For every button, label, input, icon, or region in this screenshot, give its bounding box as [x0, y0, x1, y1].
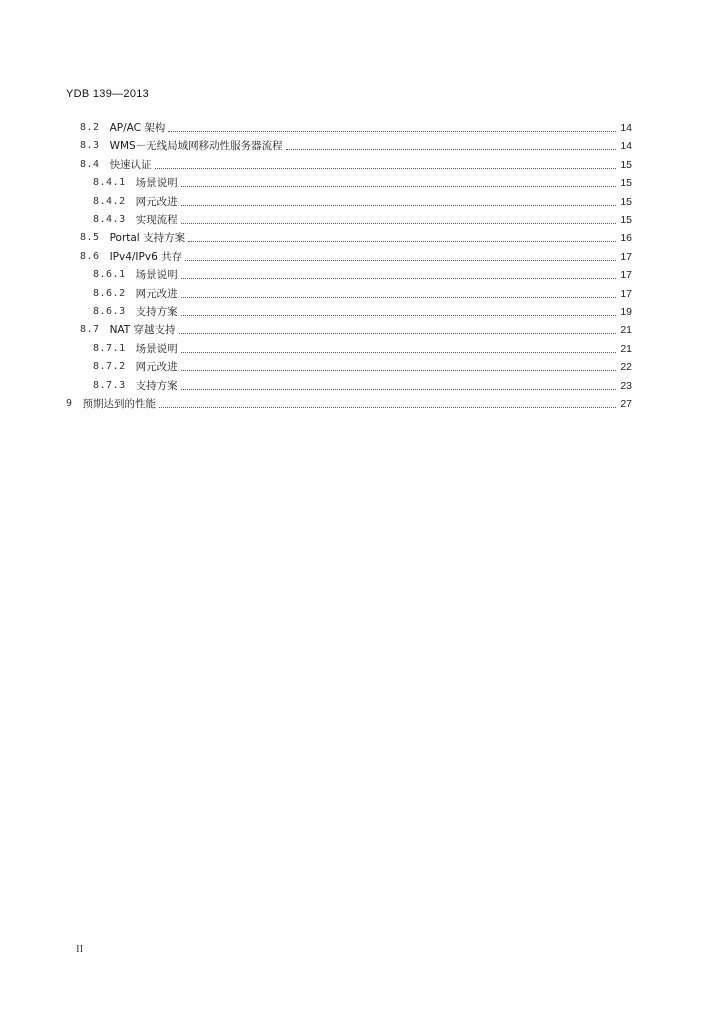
toc-entry-number: 8.5 [80, 232, 100, 244]
toc-entry-number: 8.4.1 [93, 177, 126, 189]
toc-entry[interactable] [93, 264, 632, 282]
toc-entry-number: 8.4 [80, 158, 100, 170]
toc-entry-title: 网元改进 [135, 195, 178, 208]
toc-entry-page: 21 [620, 324, 632, 337]
toc-entry-title: 预期达到的性能 [82, 398, 157, 410]
toc-dot-leader [286, 149, 616, 150]
toc-entry-number: 8.6 [80, 250, 100, 262]
toc-dot-leader [181, 315, 616, 316]
toc-entry-number: 8.6.2 [93, 287, 126, 299]
toc-entry-number: 9 [66, 398, 73, 409]
toc-entry-number: 8.7.2 [93, 361, 126, 373]
toc-entry[interactable] [80, 319, 632, 337]
toc-entry-page: 27 [620, 398, 632, 410]
toc-dot-leader [155, 168, 616, 169]
toc-entry-title: 实现流程 [135, 214, 178, 226]
toc-entry-title: 支持方案 [135, 306, 178, 318]
toc-entry-number: 8.7.3 [93, 379, 126, 391]
toc-entry[interactable] [80, 135, 632, 153]
toc-entry-title: Portal 支持方案 [109, 232, 186, 245]
toc-entry-title: IPv4/IPv6 共存 [109, 250, 183, 263]
toc-entry-title: 快速认证 [109, 158, 152, 171]
toc-entry-title: 网元改进 [135, 287, 178, 300]
page-number: II [76, 943, 84, 955]
toc-entry-title: AP/AC 架构 [109, 122, 166, 134]
toc-dot-leader [181, 223, 616, 224]
toc-entry-page: 17 [620, 250, 632, 263]
toc-dot-leader [159, 407, 616, 408]
toc-entry-number: 8.3 [80, 140, 100, 152]
toc-entry-page: 22 [620, 361, 632, 374]
toc-dot-leader [181, 297, 616, 298]
toc-entry-title: 网元改进 [135, 361, 178, 374]
toc-entry-title: WMS－无线局域网移动性服务器流程 [109, 140, 283, 153]
document-header: YDB 139—2013 [66, 88, 150, 100]
toc-dot-leader [185, 260, 616, 261]
toc-dot-leader [168, 131, 616, 132]
toc-entry[interactable] [93, 301, 632, 319]
toc-entry[interactable] [93, 356, 632, 374]
toc-entry-title: NAT 穿越支持 [109, 324, 176, 337]
toc-entry-page: 15 [620, 195, 632, 208]
toc-entry[interactable] [80, 154, 632, 172]
toc-entry[interactable] [93, 283, 632, 301]
toc-entry-number: 8.4.3 [93, 214, 126, 225]
toc-entry[interactable] [93, 375, 632, 393]
toc-dot-leader [179, 333, 616, 334]
toc-entry[interactable] [93, 172, 632, 190]
toc-entry-number: 8.7.1 [93, 342, 126, 354]
toc-entry-page: 21 [620, 342, 632, 355]
toc-entry[interactable] [93, 191, 632, 209]
toc-entry-title: 场景说明 [135, 177, 178, 190]
toc-entry-page: 14 [620, 122, 632, 134]
toc-entry-number: 8.2 [80, 122, 100, 133]
toc-entry-number: 8.4.2 [93, 195, 126, 207]
toc-entry-page: 17 [620, 287, 632, 300]
toc-dot-leader [181, 370, 616, 371]
toc-dot-leader [181, 205, 616, 206]
toc-entry[interactable] [80, 117, 632, 135]
toc-entry[interactable] [80, 227, 632, 245]
toc-entry-page: 23 [620, 379, 632, 392]
toc-entry-page: 15 [620, 158, 632, 171]
toc-dot-leader [181, 278, 616, 279]
toc-entry-number: 8.7 [80, 324, 100, 336]
toc-entry-page: 19 [620, 306, 632, 318]
toc-dot-leader [188, 241, 616, 242]
toc-entry-number: 8.6.1 [93, 269, 126, 281]
toc-entry[interactable] [93, 209, 632, 227]
toc-dot-leader [181, 389, 616, 390]
toc-entry-page: 14 [620, 140, 632, 153]
toc-entry-title: 支持方案 [135, 379, 178, 392]
toc-dot-leader [181, 186, 616, 187]
toc-entry-title: 场景说明 [135, 269, 178, 282]
toc-entry-number: 8.6.3 [93, 306, 126, 317]
toc-entry[interactable] [66, 393, 632, 411]
toc-entry-page: 17 [620, 269, 632, 282]
toc-entry-page: 15 [620, 214, 632, 226]
toc-dot-leader [181, 352, 616, 353]
toc-entry-page: 15 [620, 177, 632, 190]
toc-entry-title: 场景说明 [135, 342, 178, 355]
toc-entry[interactable] [80, 246, 632, 264]
toc-entry[interactable] [93, 338, 632, 356]
toc-entry-page: 16 [620, 232, 632, 245]
